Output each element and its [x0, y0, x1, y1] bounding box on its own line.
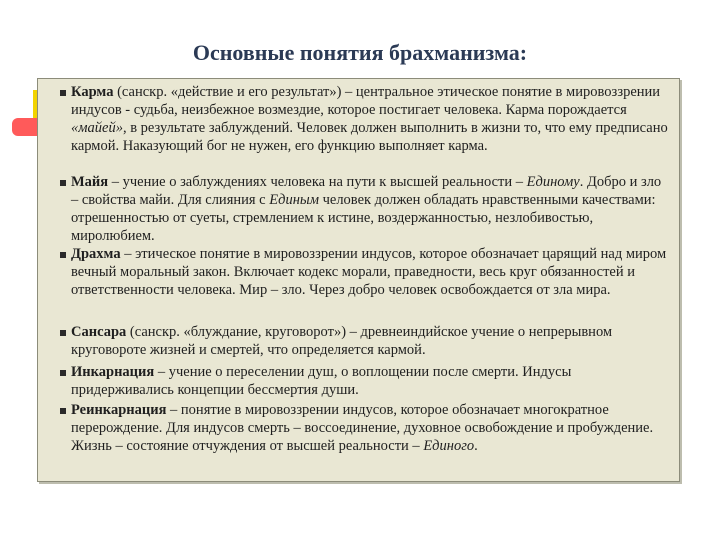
slide-title: Основные понятия брахманизма: — [192, 40, 528, 65]
bullet-icon — [60, 252, 66, 258]
item-text: Майя – учение о заблуждениях человека на пути к высшей реальности – Единому. Добро и зло – свойства майи. Для слияния с Единым человек должен обладать нравственными качествами: отрешенностью от суеты, стремлением к истине, воздержанностью, незлобивостью, миролюбием. — [71, 174, 662, 244]
bullet-icon — [60, 180, 66, 186]
term: Драхма — [71, 246, 121, 262]
term: Карма — [71, 84, 114, 100]
item-text: Драхма – этическое понятие в мировоззрении индусов, которое обозначает царящий над миром вечный моральный закон. Включает кодекс морали, праведности, весь круг обязанностей и ответственности человека. Мир – зло. Через добро человек освобождается от зла мира. — [71, 246, 667, 298]
term: Инкарнация — [71, 364, 155, 380]
item-text: Сансара (санскр. «блуждание, круговорот») – древнеиндийское учение о непрерывном круговороте жизней и смертей, что определяется кармой. — [71, 324, 613, 358]
item-text: Карма (санскр. «действие и его результат») – центральное этическое понятие в мировоззрении индусов - судьба, неизбежное возмездие, которое постигает человека. Карма порождается «майей», в результате заблуждений. Человек должен выполнить в жизни то, что ему предписано кармой. Наказующий бог не нужен, его функцию выполняет карма. — [71, 84, 668, 154]
item-text: Реинкарнация – понятие в мировоззрении индусов, которое обозначает многократное перерождение. Для индусов смерть – воссоединение, духовное освобождение и пробуждение. Жизнь – состояние отчуждения от высшей реальности – Единого. — [71, 402, 654, 454]
bullet-icon — [60, 90, 66, 96]
bullet-icon — [60, 408, 66, 414]
bullet-icon — [60, 370, 66, 376]
term: Сансара — [71, 324, 127, 340]
bullet-icon — [60, 330, 66, 336]
item-text: Инкарнация – учение о переселении душ, о воплощении после смерти. Индусы придерживались концепции бессмертия души. — [71, 364, 572, 398]
term: Реинкарнация — [71, 402, 167, 418]
term: Майя — [71, 174, 109, 190]
content-box — [37, 78, 680, 482]
